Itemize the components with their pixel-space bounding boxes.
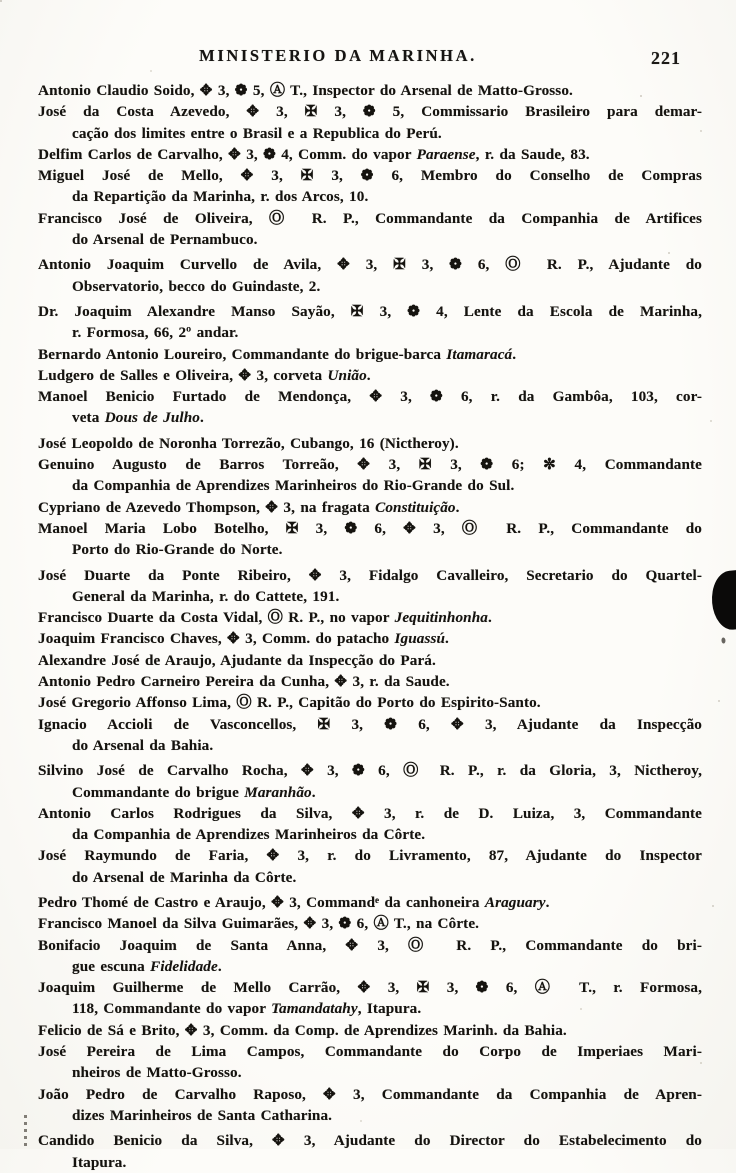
entry-text: José Leopoldo de Noronha Torrezão, Cubango, 16 (Nictheroy). — [38, 434, 459, 452]
margin-marks — [24, 1115, 27, 1147]
officer-entry — [38, 565, 702, 608]
officer-entry — [38, 935, 702, 978]
entry-line — [38, 1084, 702, 1105]
officer-entry — [38, 1130, 702, 1173]
ship-name: Constituição — [375, 498, 456, 516]
entry-text: . — [455, 498, 460, 516]
officer-entry — [38, 803, 702, 846]
entry-line — [38, 977, 702, 998]
entry-text: r. Formosa, 66, 2º andar. — [72, 324, 239, 342]
entry-text: Miguel José de Mello, ✥ 3, ✠ 3, ❁ 6, Membro do Conselho de Compras — [38, 167, 702, 185]
entry-text: do Arsenal da Bahia. — [72, 736, 214, 754]
entry-line — [38, 650, 702, 671]
entry-text: nheiros de Matto-Grosso. — [72, 1064, 242, 1082]
entry-line — [38, 101, 702, 122]
officer-entry — [38, 628, 702, 649]
entry-text: Antonio Joaquim Curvello de Avila, ✥ 3, ✠ 3, ❁ 6, Ⓞ R. P., Ajudante do — [38, 256, 702, 274]
entry-line — [38, 692, 702, 713]
entry-text: 118, Commandante do vapor — [72, 1000, 272, 1018]
entry-text: General da Marinha, r. do Cattete, 191. — [72, 587, 340, 605]
entry-line — [38, 518, 702, 539]
officer-entry — [38, 254, 702, 297]
officer-entry — [38, 760, 702, 803]
officer-entries-list — [38, 80, 702, 1173]
entry-text: Bernardo Antonio Loureiro, Commandante do brigue-barca — [38, 345, 447, 363]
entry-line — [38, 913, 702, 934]
entry-text: Francisco José de Oliveira, Ⓞ R. P., Commandante da Companhia de Artifices — [38, 209, 702, 227]
entry-text: Ignacio Accioli de Vasconcellos, ✠ 3, ❁ 6, ✥ 3, Ajudante da Inspecção — [38, 715, 702, 733]
officer-entry — [38, 365, 702, 386]
page-number: 221 — [651, 48, 681, 68]
entry-text: Francisco Duarte da Costa Vidal, Ⓞ R. P., no vapor — [38, 609, 395, 627]
entry-text: da Companhia de Aprendizes Marinheiros do Rio-Grande do Sul. — [72, 477, 515, 495]
officer-entry — [38, 671, 702, 692]
entry-text: do Arsenal de Pernambuco. — [72, 231, 258, 249]
entry-line — [38, 892, 702, 913]
entry-line — [38, 407, 702, 428]
officer-entry — [38, 650, 702, 671]
entry-text: Delfim Carlos de Carvalho, ✥ 3, ❁ 4, Comm. do vapor — [38, 145, 417, 163]
ship-name: Dous de Julho — [104, 409, 200, 427]
entry-text: José da Costa Azevedo, ✥ 3, ✠ 3, ❁ 5, Commissario Brasileiro para demar- — [38, 103, 702, 121]
officer-entry — [38, 101, 702, 144]
ship-name: Jequitinhonha — [394, 609, 488, 627]
entry-line — [38, 301, 702, 322]
entry-text: Cypriano de Azevedo Thompson, ✥ 3, na fragata — [38, 498, 376, 516]
entry-line — [38, 586, 702, 607]
entry-line — [38, 475, 702, 496]
entry-text: gue escuna — [72, 957, 151, 975]
officer-entry — [38, 208, 702, 251]
officer-entry — [38, 144, 702, 165]
entry-text: veta — [72, 409, 105, 427]
entry-text: dizes Marinheiros de Santa Catharina. — [72, 1106, 333, 1124]
entry-line — [38, 714, 702, 735]
entry-line — [38, 539, 702, 560]
entry-text: Pedro Thomé de Castro e Araujo, ✥ 3, Commandᵉ da canhoneira — [38, 893, 485, 911]
entry-line — [38, 144, 702, 165]
entry-text: José Duarte da Ponte Ribeiro, ✥ 3, Fidalgo Cavalleiro, Secretario do Quartel- — [38, 566, 702, 584]
entry-line — [38, 1020, 702, 1041]
entry-text: Silvino José de Carvalho Rocha, ✥ 3, ❁ 6, Ⓞ R. P., r. da Gloria, 3, Nictheroy, — [38, 762, 702, 780]
entry-line — [38, 454, 702, 475]
entry-text: . — [311, 783, 316, 801]
officer-entry — [38, 80, 702, 101]
ship-name: União — [327, 366, 367, 384]
ship-name: Itamaracá — [446, 345, 513, 363]
officer-entry — [38, 892, 702, 913]
entry-text: , Itapura. — [357, 1000, 422, 1018]
officer-entry — [38, 454, 702, 497]
entry-line — [38, 1152, 702, 1173]
entry-text: Bonifacio Joaquim de Santa Anna, ✥ 3, Ⓞ R. P., Commandante do bri- — [38, 936, 702, 954]
entry-line — [38, 276, 702, 297]
entry-line — [38, 433, 702, 454]
entry-text: Antonio Carlos Rodrigues da Silva, ✥ 3, r. de D. Luiza, 3, Commandante — [38, 804, 702, 822]
officer-entry — [38, 1084, 702, 1127]
entry-line — [38, 186, 702, 207]
entry-line — [38, 208, 702, 229]
ship-name: Tamandatahy — [271, 1000, 358, 1018]
entry-text: Candido Benicio da Silva, ✥ 3, Ajudante do Director do Estabelecimento do — [38, 1132, 702, 1150]
entry-text: , r. da Saude, 83. — [475, 145, 590, 163]
ship-name: Maranhão — [244, 783, 312, 801]
entry-text: . — [512, 345, 517, 363]
entry-text: Observatorio, becco do Guindaste, 2. — [72, 277, 321, 295]
entry-line — [38, 760, 702, 781]
entry-text: Dr. Joaquim Alexandre Manso Sayão, ✠ 3, ❁ 4, Lente da Escola de Marinha, — [38, 302, 702, 320]
entry-line — [38, 803, 702, 824]
entry-text: Ludgero de Salles e Oliveira, ✥ 3, corveta — [38, 366, 328, 384]
entry-line — [38, 735, 702, 756]
entry-text: Genuino Augusto de Barros Torreão, ✥ 3, ✠ 3, ❁ 6; ✼ 4, Commandante — [38, 456, 702, 474]
entry-text: . — [445, 630, 449, 648]
entry-line — [38, 1062, 702, 1083]
entry-text: Antonio Pedro Carneiro Pereira da Cunha, ✥ 3, r. da Saude. — [38, 673, 450, 691]
entry-line — [38, 322, 702, 343]
entry-text: Felicio de Sá e Brito, ✥ 3, Comm. da Comp. de Aprendizes Marinh. da Bahia. — [38, 1021, 567, 1039]
entry-line — [38, 1105, 702, 1126]
officer-entry — [38, 344, 702, 365]
officer-entry — [38, 1041, 702, 1084]
entry-line — [38, 565, 702, 586]
officer-entry — [38, 497, 702, 518]
officer-entry — [38, 386, 702, 429]
entry-text: do Arsenal de Marinha da Côrte. — [72, 868, 297, 886]
officer-entry — [38, 1020, 702, 1041]
entry-text: Alexandre José de Araujo, Ajudante da Inspecção do Pará. — [38, 651, 436, 669]
entry-line — [38, 671, 702, 692]
entry-text: Antonio Claudio Soido, ✥ 3, ❁ 5, Ⓐ T., Inspector do Arsenal de Matto-Grosso. — [38, 82, 573, 99]
entry-line — [38, 365, 702, 386]
entry-text: Commandante do brigue — [72, 783, 245, 801]
entry-text: José Gregorio Affonso Lima, Ⓞ R. P., Capitão do Porto do Espirito-Santo. — [38, 694, 541, 712]
officer-entry — [38, 913, 702, 934]
entry-line — [38, 628, 702, 649]
entry-line — [38, 497, 702, 518]
ship-name: Iguassú — [394, 630, 446, 648]
entry-text: . — [487, 609, 492, 627]
officer-entry — [38, 433, 702, 454]
entry-line — [38, 1041, 702, 1062]
ship-name: Paraense — [416, 145, 476, 163]
ship-name: Fidelidade — [150, 957, 218, 975]
entry-text: Itapura. — [72, 1153, 127, 1171]
officer-entry — [38, 165, 702, 208]
entry-text: Porto do Rio-Grande do Norte. — [72, 541, 283, 559]
entry-text: . — [217, 957, 222, 975]
entry-text: cação dos limites entre o Brasil e a Republica do Perú. — [72, 124, 442, 142]
entry-line — [38, 386, 702, 407]
entry-text: Manoel Benicio Furtado de Mendonça, ✥ 3, ❁ 6, r. da Gambôa, 103, cor- — [38, 388, 702, 406]
entry-text: José Raymundo de Faria, ✥ 3, r. do Livramento, 87, Ajudante do Inspector — [38, 847, 702, 865]
officer-entry — [38, 977, 702, 1020]
entry-line — [38, 165, 702, 186]
entry-line — [38, 344, 702, 365]
page-title: MINISTERIO DA MARINHA. — [199, 46, 477, 65]
entry-line — [38, 123, 702, 144]
entry-text: José Pereira de Lima Campos, Commandante do Corpo de Imperiaes Mari- — [38, 1043, 702, 1061]
entry-line — [38, 80, 702, 101]
entry-line — [38, 229, 702, 250]
entry-text: . — [545, 893, 550, 911]
officer-entry — [38, 845, 702, 888]
entry-line — [38, 845, 702, 866]
entry-line — [38, 782, 702, 803]
officer-entry — [38, 607, 702, 628]
entry-line — [38, 935, 702, 956]
entry-line — [38, 607, 702, 628]
entry-text: . — [199, 409, 204, 427]
entry-text: da Repartição da Marinha, r. dos Arcos, 10. — [72, 188, 369, 206]
entry-text: . — [366, 366, 371, 384]
ink-blot — [709, 570, 736, 631]
paper-specks — [0, 0, 2, 2]
officer-entry — [38, 692, 702, 713]
entry-line — [38, 824, 702, 845]
entry-text: Joaquim Guilherme de Mello Carrão, ✥ 3, ✠ 3, ❁ 6, Ⓐ T., r. Formosa, — [38, 979, 702, 997]
ship-name: Araguary — [484, 893, 546, 911]
entry-line — [38, 254, 702, 275]
entry-line — [38, 998, 702, 1019]
entry-text: Joaquim Francisco Chaves, ✥ 3, Comm. do patacho — [38, 630, 395, 648]
entry-text: da Companhia de Aprendizes Marinheiros da Côrte. — [72, 826, 426, 844]
officer-entry — [38, 714, 702, 757]
entry-line — [38, 1130, 702, 1151]
entry-text: João Pedro de Carvalho Raposo, ✥ 3, Commandante da Companhia de Apren- — [38, 1085, 702, 1103]
entry-text: Francisco Manoel da Silva Guimarães, ✥ 3, ❁ 6, Ⓐ T., na Côrte. — [38, 915, 480, 933]
entry-text: Manoel Maria Lobo Botelho, ✠ 3, ❁ 6, ✥ 3, Ⓞ R. P., Commandante do — [38, 519, 702, 537]
entry-line — [38, 867, 702, 888]
entry-line — [38, 956, 702, 977]
officer-entry — [38, 301, 702, 344]
officer-entry — [38, 518, 702, 561]
